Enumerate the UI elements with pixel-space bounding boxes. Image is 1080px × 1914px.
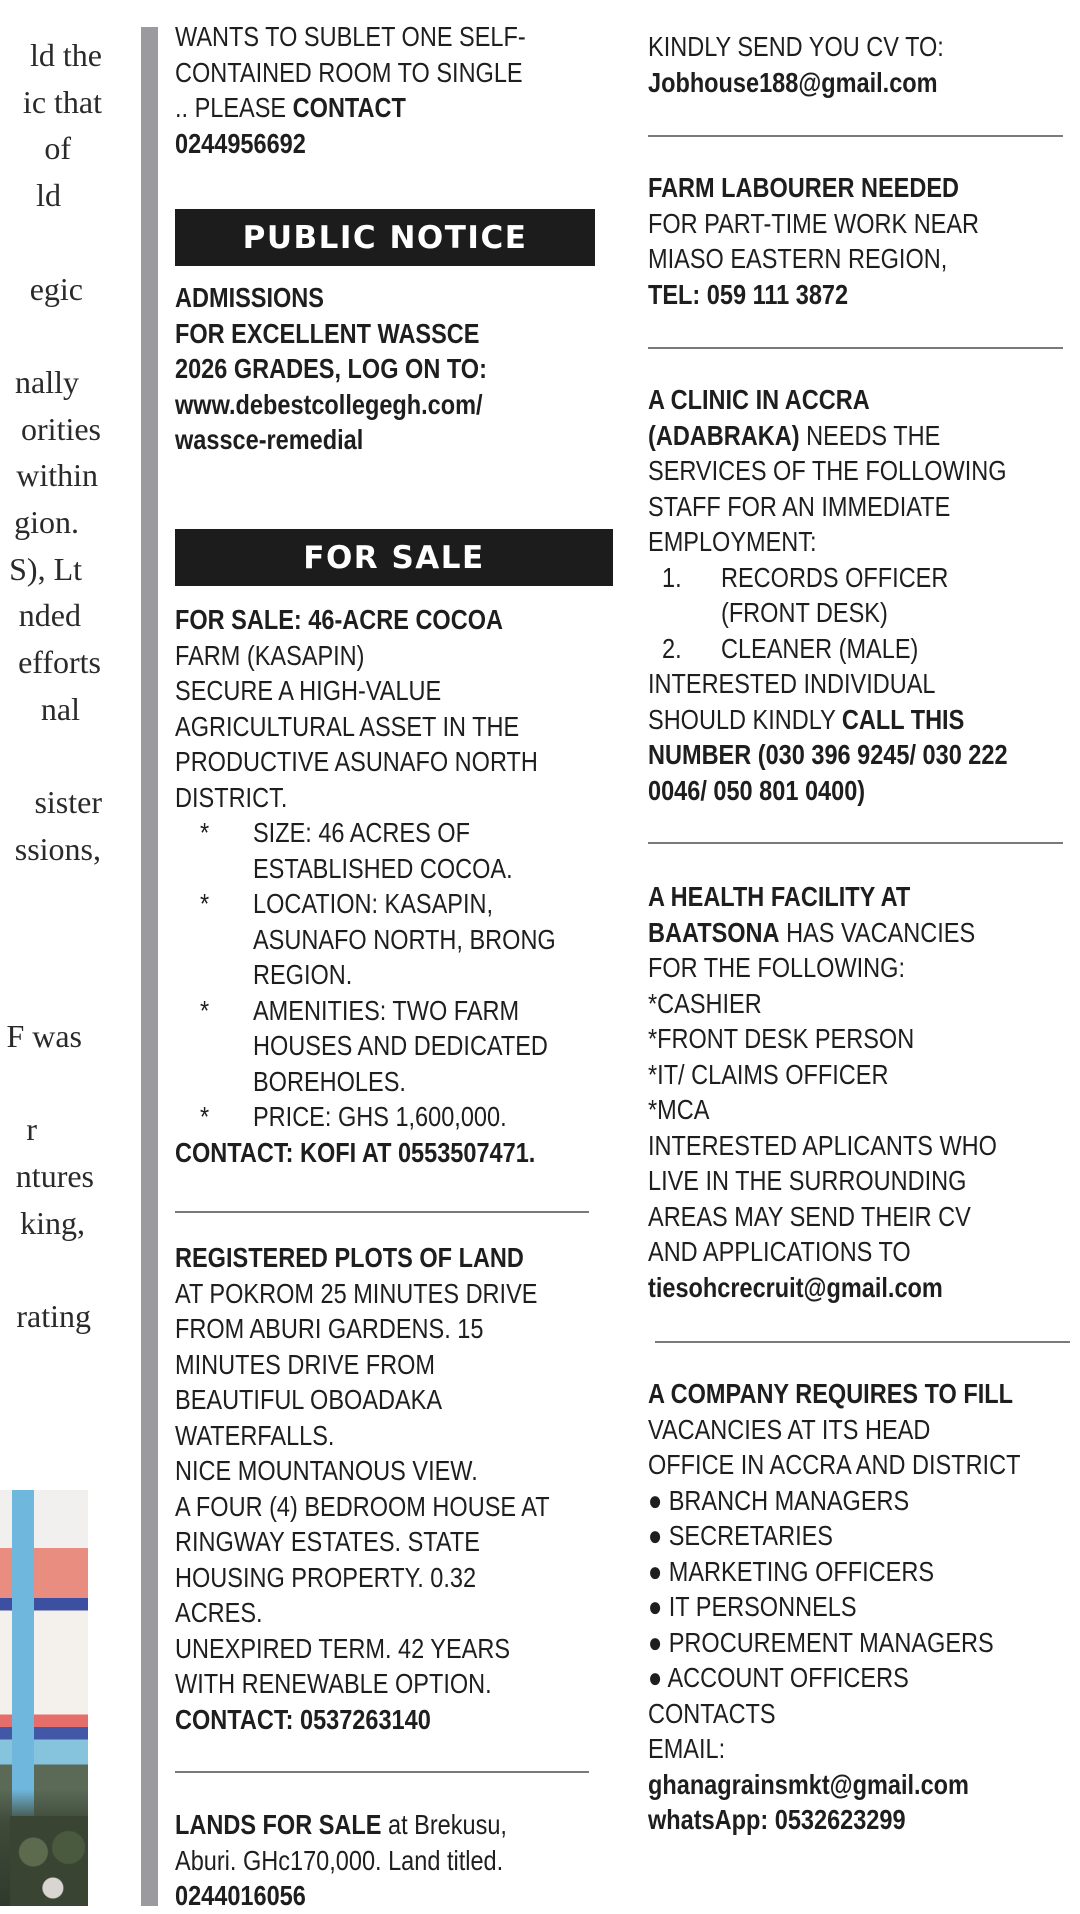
ad-text: WANTS TO SUBLET ONE SELF- — [175, 21, 526, 52]
article-text-line: orities — [21, 410, 101, 447]
ad-text: FROM ABURI GARDENS. 15 — [175, 1313, 484, 1344]
ad-text: SIZE: 46 ACRES OF — [252, 817, 470, 848]
ad-text-line — [175, 922, 613, 958]
ad-text-line — [648, 702, 1080, 738]
ad-text-line — [175, 1418, 613, 1454]
phone-number: 0244016056 — [175, 1880, 306, 1911]
classified-ad — [648, 29, 1080, 100]
ad-text-line — [648, 1199, 1080, 1235]
ad-text-line — [175, 422, 613, 458]
ad-text-line — [648, 1802, 1080, 1838]
list-marker: * — [199, 1101, 210, 1132]
ad-text-line — [648, 773, 1080, 809]
ad-text-line — [175, 1453, 613, 1489]
email-address: tiesohcrecruit@gmail.com — [648, 1271, 943, 1303]
ad-text-line — [175, 1595, 613, 1631]
article-text-line: efforts — [18, 644, 101, 681]
list-marker: 1. — [661, 561, 682, 593]
classified-ad — [175, 1240, 613, 1737]
email-address: ghanagrainsmkt@gmail.com — [648, 1768, 969, 1800]
ad-text: AMENITIES: TWO FARM — [252, 994, 520, 1026]
ad-text-line — [175, 780, 613, 816]
list-item-line — [175, 886, 613, 922]
article-text-line: ssions, — [14, 830, 101, 867]
ad-text: A FOUR (4) BEDROOM HOUSE AT — [175, 1490, 550, 1522]
ad-text: KINDLY SEND YOU CV TO: — [648, 31, 944, 62]
ad-text: INTERESTED INDIVIDUAL — [648, 668, 936, 699]
classified-ad — [648, 170, 1080, 312]
article-text-line: nded — [18, 597, 81, 634]
ad-text: AT POKROM 25 MINUTES DRIVE — [175, 1277, 538, 1309]
article-text-line: r — [26, 1111, 37, 1148]
article-text-line: gion. — [14, 504, 79, 540]
ad-divider — [175, 1211, 589, 1213]
ad-text: at Brekusu, — [381, 1809, 507, 1840]
ad-text: BAATSONA — [648, 916, 780, 948]
ad-text-line — [175, 957, 613, 993]
ad-text: SECURE A HIGH-VALUE — [175, 675, 442, 706]
classified-ad — [648, 879, 1080, 1305]
ad-text-line — [648, 1376, 1080, 1412]
ad-text-line — [175, 602, 613, 638]
ad-text: FOR PART-TIME WORK NEAR — [648, 207, 980, 239]
ad-text-line — [175, 1666, 613, 1702]
ad-text: BOREHOLES. — [252, 1065, 406, 1097]
ad-text-line — [648, 986, 1080, 1022]
ad-text: LIVE IN THE SURROUNDING — [648, 1165, 967, 1196]
ad-text-line — [648, 1021, 1080, 1057]
phone-number: CONTACT: 0537263140 — [175, 1703, 431, 1735]
ad-text-line — [648, 29, 1080, 65]
ad-text: ● MARKETING OFFICERS — [648, 1555, 935, 1587]
ad-text-line — [648, 1767, 1080, 1803]
article-text-line: of — [44, 130, 71, 167]
list-marker: * — [199, 817, 210, 848]
news-photo — [0, 1490, 88, 1906]
ad-divider — [175, 1771, 589, 1773]
photo-crowd — [10, 1816, 88, 1906]
ad-text-line — [175, 1347, 613, 1383]
phone-number: CONTACT: KOFI AT 0553507471. — [175, 1136, 536, 1168]
ad-text-line — [648, 1270, 1080, 1306]
ad-text: INTERESTED APLICANTS WHO — [648, 1129, 997, 1161]
ad-text-line — [175, 1878, 613, 1914]
ad-text: VACANCIES AT ITS HEAD — [648, 1413, 931, 1445]
ad-text-line — [648, 1625, 1080, 1661]
ad-text: A HEALTH FACILITY AT — [648, 881, 911, 912]
ad-divider — [648, 842, 1063, 844]
ad-text: HOUSES AND DEDICATED — [252, 1030, 548, 1061]
ad-text: LANDS FOR SALE — [175, 1809, 382, 1840]
ad-text: ● ACCOUNT OFFICERS — [648, 1662, 909, 1693]
ad-text-line — [175, 387, 613, 423]
ad-divider — [648, 135, 1063, 137]
ad-text: *IT/ CLAIMS OFFICER — [648, 1058, 889, 1090]
website-url: wassce-remedial — [175, 424, 364, 455]
ad-text-line — [175, 1311, 613, 1347]
ad-text-line — [648, 241, 1080, 277]
ad-text-line — [648, 1234, 1080, 1270]
ad-text-line — [648, 170, 1080, 206]
column-rule — [141, 27, 158, 1906]
ad-text: RINGWAY ESTATES. STATE — [175, 1526, 480, 1557]
ad-text-line — [648, 65, 1080, 101]
section-banner: PUBLIC NOTICE — [175, 209, 595, 266]
classified-ad — [175, 602, 613, 1170]
ad-text: RECORDS OFFICER — [720, 561, 949, 593]
ad-text-line — [175, 744, 613, 780]
ad-text-line — [648, 277, 1080, 313]
ad-text: AGRICULTURAL ASSET IN THE — [175, 710, 520, 742]
ad-text: *FRONT DESK PERSON — [648, 1023, 915, 1054]
classified-ad — [175, 1807, 613, 1914]
ad-text: ASUNAFO NORTH, BRONG — [252, 923, 556, 955]
article-text-line: ic that — [22, 83, 102, 120]
ad-text: ESTABLISHED COCOA. — [252, 852, 513, 884]
ad-text: REGISTERED PLOTS OF LAND — [175, 1242, 524, 1273]
ad-text-line — [648, 1163, 1080, 1199]
classified-ad — [648, 1376, 1080, 1838]
ad-text: WATERFALLS. — [175, 1419, 335, 1451]
ad-text-line — [648, 666, 1080, 702]
ad-text-line — [175, 1489, 613, 1525]
ad-text-line — [175, 1382, 613, 1418]
ad-text-line — [175, 351, 613, 387]
ad-text: EMAIL: — [648, 1733, 726, 1764]
ad-text: NEEDS THE — [799, 419, 941, 451]
ad-text-line — [175, 1702, 613, 1738]
phone-number: TEL: 059 111 3872 — [648, 278, 849, 310]
ad-text-line — [175, 1560, 613, 1596]
ad-text-line — [175, 709, 613, 745]
ad-divider — [655, 1341, 1070, 1343]
ad-text: HAS VACANCIES — [779, 916, 976, 948]
section-banner: FOR SALE — [175, 529, 613, 586]
ad-text: LOCATION: KASAPIN, — [252, 888, 494, 919]
ad-text-line — [648, 1412, 1080, 1448]
ad-text-line — [648, 737, 1080, 773]
ad-text-line — [175, 19, 613, 55]
ad-text-line — [175, 1240, 613, 1276]
ad-text-line — [648, 418, 1080, 454]
article-text-line: within — [16, 457, 98, 494]
list-item-line — [175, 1099, 613, 1135]
ad-text: AREAS MAY SEND THEIR CV — [648, 1200, 971, 1232]
classified-ad — [648, 382, 1080, 808]
ad-text: .. PLEASE — [175, 92, 293, 123]
ad-text-line — [648, 1554, 1080, 1590]
list-marker: 2. — [661, 632, 682, 664]
article-text-line: king, — [20, 1204, 85, 1241]
ad-text: *MCA — [648, 1094, 710, 1125]
ad-text-line — [648, 1057, 1080, 1093]
ad-text-line — [175, 1524, 613, 1560]
article-text-line: nal — [40, 690, 80, 727]
ad-text-line — [175, 1135, 613, 1171]
ad-text: ADMISSIONS — [175, 282, 324, 313]
ad-text: AND APPLICATIONS TO — [648, 1236, 911, 1267]
ad-text-line — [175, 673, 613, 709]
ad-text-line — [175, 1631, 613, 1667]
ad-text-line — [175, 851, 613, 887]
article-text-line: egic — [29, 270, 83, 307]
ad-text-line — [648, 915, 1080, 951]
ad-text: 2026 GRADES, LOG ON TO: — [175, 353, 487, 384]
phone-number: whatsApp: 0532623299 — [648, 1804, 906, 1835]
ad-text: CALL THIS — [841, 703, 965, 735]
ad-text-line — [175, 55, 613, 91]
ad-text-line — [175, 1028, 613, 1064]
ad-text-line — [648, 1518, 1080, 1554]
ad-text: SERVICES OF THE FOLLOWING — [648, 455, 1007, 486]
article-text-line: ld — [36, 177, 61, 214]
ad-text: (ADABRAKA) — [648, 419, 800, 451]
ad-text: PRICE: GHS 1,600,000. — [252, 1101, 507, 1132]
list-item-line — [175, 993, 613, 1029]
classified-ad — [175, 280, 613, 458]
ad-text: MIASO EASTERN REGION, — [648, 243, 948, 274]
ad-text: OFFICE IN ACCRA AND DISTRICT — [648, 1449, 1021, 1480]
ad-text: ● IT PERSONNELS — [648, 1591, 857, 1622]
ad-text-line — [175, 316, 613, 352]
list-marker: * — [199, 888, 210, 919]
ad-text-line — [648, 1589, 1080, 1625]
article-text-line: rating — [16, 1297, 91, 1334]
list-marker: * — [199, 994, 210, 1026]
ad-text-line — [175, 1843, 613, 1879]
left-article-fragment — [0, 0, 110, 1480]
ad-text-line — [175, 638, 613, 674]
ad-text-line — [648, 1660, 1080, 1696]
phone-number: 0244956692 — [175, 127, 306, 159]
ad-text: REGION. — [252, 959, 353, 990]
list-item-line — [648, 560, 1080, 596]
ad-text-line — [175, 126, 613, 162]
ad-text: EMPLOYMENT: — [648, 526, 817, 557]
ad-text: ● PROCUREMENT MANAGERS — [648, 1626, 994, 1658]
ad-text: A COMPANY REQUIRES TO FILL — [648, 1378, 1014, 1409]
ad-text: SHOULD KINDLY — [648, 703, 842, 735]
email-address: Jobhouse188@gmail.com — [648, 66, 938, 98]
ad-text-line — [648, 1696, 1080, 1732]
ad-text: ● BRANCH MANAGERS — [648, 1484, 910, 1516]
ad-text-line — [648, 950, 1080, 986]
ad-text-line — [648, 524, 1080, 560]
ad-text: HOUSING PROPERTY. 0.32 — [175, 1561, 477, 1593]
ad-text-line — [648, 1731, 1080, 1767]
list-item-line — [648, 631, 1080, 667]
ad-text: UNEXPIRED TERM. 42 YEARS — [175, 1632, 511, 1664]
ad-text-line — [648, 1128, 1080, 1164]
ad-text: (FRONT DESK) — [720, 597, 888, 628]
ad-text: PRODUCTIVE ASUNAFO NORTH — [175, 746, 538, 777]
ad-text: Aburi. GHc170,000. Land titled. — [175, 1844, 504, 1876]
phone-number: NUMBER (030 396 9245/ 030 222 — [648, 739, 1008, 770]
ad-text-line — [175, 280, 613, 316]
ad-text: WITH RENEWABLE OPTION. — [175, 1668, 492, 1699]
ad-text-line — [648, 453, 1080, 489]
ad-divider — [648, 347, 1063, 349]
ad-text: ● SECRETARIES — [648, 1520, 833, 1551]
phone-number: 0046/ 050 801 0400) — [648, 774, 866, 806]
ad-text: DISTRICT. — [175, 781, 288, 813]
ad-text: FOR SALE: 46-ACRE COCOA — [175, 604, 503, 635]
ad-text: *CASHIER — [648, 987, 762, 1019]
ad-text-line — [648, 1447, 1080, 1483]
ad-text-line — [648, 1092, 1080, 1128]
ad-text: FOR EXCELLENT WASSCE — [175, 317, 480, 349]
article-text-line: sister — [34, 784, 102, 821]
website-url: www.debestcollegegh.com/ — [175, 388, 483, 420]
article-text-line: ntures — [15, 1157, 94, 1194]
ad-text: ACRES. — [175, 1597, 263, 1628]
ad-text: FARM LABOURER NEEDED — [648, 172, 959, 203]
list-item-line — [175, 815, 613, 851]
ad-text-line — [648, 879, 1080, 915]
ad-text: FARM (KASAPIN) — [175, 639, 365, 671]
ad-text: MINUTES DRIVE FROM — [175, 1348, 436, 1380]
ad-text-line — [175, 1276, 613, 1312]
ad-text: CONTACTS — [648, 1697, 776, 1729]
ad-text-line — [648, 489, 1080, 525]
ad-text: STAFF FOR AN IMMEDIATE — [648, 490, 951, 522]
ad-text-line — [175, 1807, 613, 1843]
article-text-line: ld the — [30, 37, 102, 73]
article-text-line: F was — [6, 1017, 82, 1054]
ad-text: CLEANER (MALE) — [720, 632, 919, 664]
ad-text-line — [648, 595, 1080, 631]
ad-text: A CLINIC IN ACCRA — [648, 384, 870, 415]
ad-text: FOR THE FOLLOWING: — [648, 952, 906, 983]
ad-text-line — [648, 206, 1080, 242]
ad-text-line — [648, 1483, 1080, 1519]
ad-text: BEAUTIFUL OBOADAKA — [175, 1384, 443, 1415]
article-text-line: nally — [15, 363, 79, 400]
ad-text: NICE MOUNTANOUS VIEW. — [175, 1455, 478, 1486]
ad-text-line — [175, 90, 613, 126]
ad-text: CONTAINED ROOM TO SINGLE — [175, 56, 523, 88]
classified-ad — [175, 19, 613, 161]
ad-text: CONTACT — [292, 92, 406, 123]
ad-text-line — [175, 1064, 613, 1100]
ad-text-line — [648, 382, 1080, 418]
article-text-line: S), Lt — [9, 550, 82, 587]
